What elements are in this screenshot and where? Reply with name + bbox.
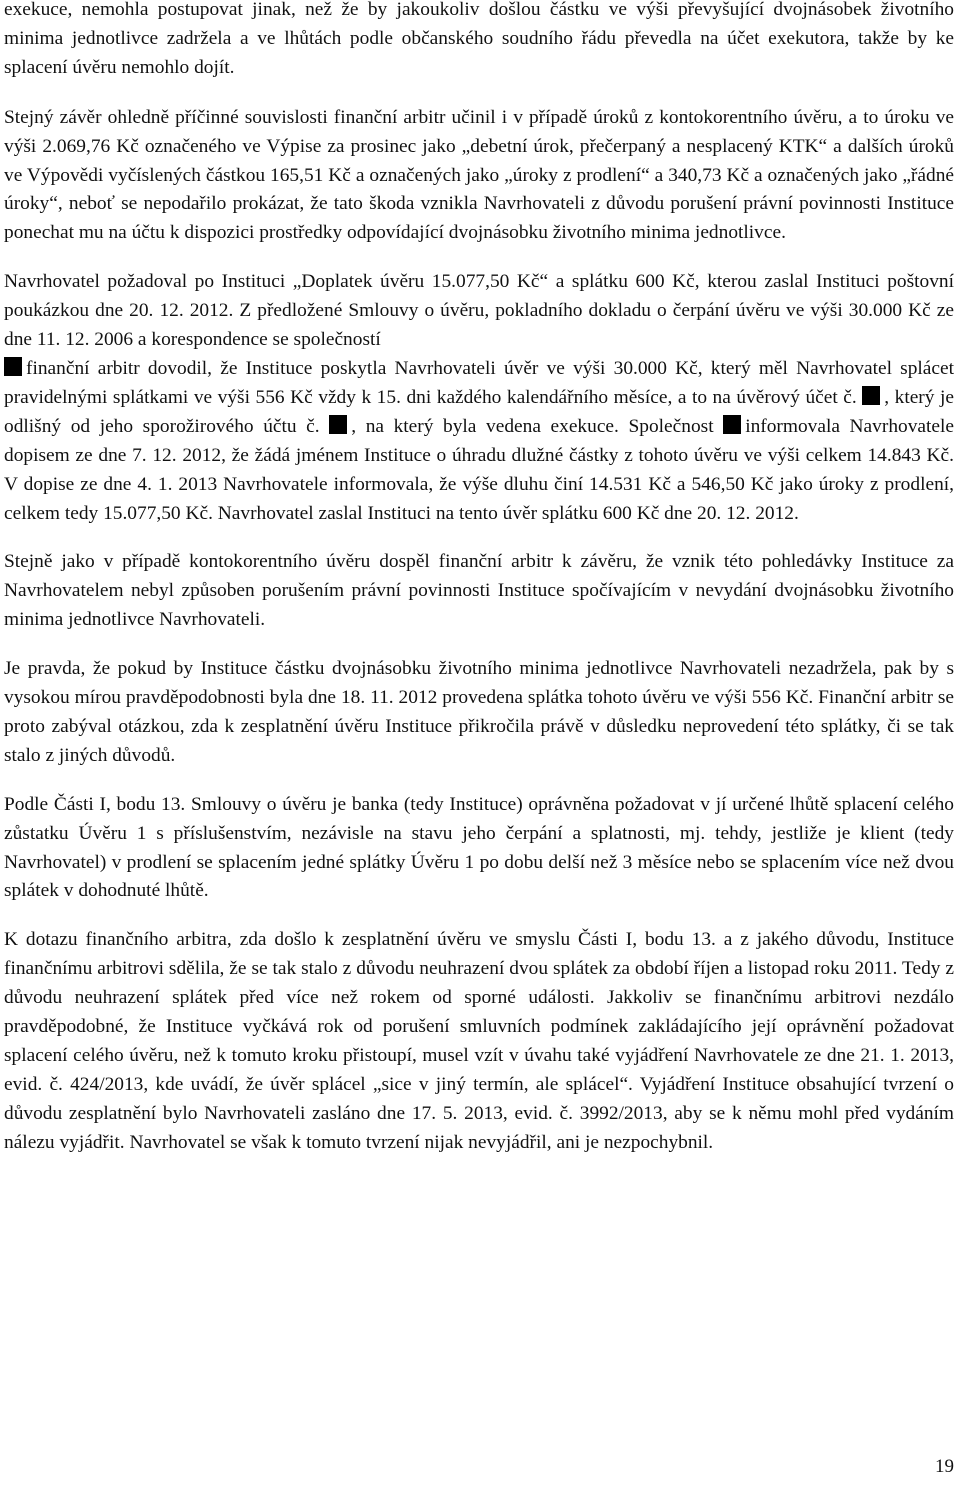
- document-page: [4, 0, 954, 1158]
- paragraph-text-segment: Navrhovatel požadoval po Instituci „Doplatek úvěru 15.077,50 Kč“ a splátku 600 Kč, kterou zaslal Instituci poštovní poukázkou dne 20. 12. 2012. Z předložené Smlouvy o úvěru, pokladního dokladu o čerpání úvěru ve výši 30.000 Kč ze dne 11. 12. 2006 a korespondence se společností: [4, 271, 954, 351]
- paragraph-dotaz-arbitra: K dotazu finančního arbitra, zda došlo k zesplatnění úvěru ve smyslu Části I, bodu 13. a z jakého důvodu, Instituce finančnímu arbitrovi sdělila, že se tak stalo z důvodu neuhrazení dvou splátek za období říjen a listopad roku 2011. Tedy z důvodu neuhrazení splátek před více než rokem od sporné události. Jakkoliv se finančnímu arbitrovi nezdálo pravděpodobné, že Instituce vyčkává rok od porušení smluvních podmínek zakládajícího její oprávnění požadovat splacení celého úvěru, než k tomuto kroku přistoupí, musel vzít v úvahu také vyjádření Navrhovatele ze dne 21. 1. 2013, evid. č. 424/2013, kde uvádí, že úvěr splácel „sice v jiný termín, ale splácel“. Vyjádření Instituce obsahující tvrzení o důvodu zesplatnění bylo Navrhovateli zasláno dne 17. 5. 2013, evid. č. 3992/2013, aby se k němu mohl před vydáním nálezu vyjádřit. Navrhovatel se však k tomuto tvrzení nijak nevyjádřil, ani je nezpochybnil.: [4, 929, 954, 1153]
- page-number: 19: [935, 1456, 954, 1477]
- paragraph-kontokorent-uroky: Stejný závěr ohledně příčinné souvislosti finanční arbitr učinil i v případě úroků z kontokorentního úvěru, a to úroku ve výši 2.069,76 Kč označeného ve Výpise za prosinec jako „debetní úrok, přečerpaný a nesplacený KTK“ a dalších úroků ve Výpovědi vyčíslených částkou 165,51 Kč a označených jako „úroky z prodlení“ a 340,73 Kč a označených jako „řádné úroky“, neboť se nepodařilo prokázat, že tato škoda vznikla Navrhovateli z důvodu porušení právní povinnosti Instituce ponechat mu na účtu k dispozici prostředky odpovídající dvojnásobku životního minima jednotlivce.: [4, 106, 954, 244]
- paragraph-text-segment: , na který byla vedena exekuce. Společnost: [351, 415, 714, 437]
- paragraph-text-segment: , který je odlišný od jeho sporožirového účtu č.: [4, 386, 954, 437]
- paragraph-splatka: Je pravda, že pokud by Instituce částku dvojnásobku životního minima jednotlivce Navrhovateli nezadržela, pak by s vysokou mírou pravděpodobnosti byla dne 18. 11. 2012 provedena splátka tohoto úvěru ve výši 556 Kč. Finanční arbitr se proto zabýval otázkou, zda k zesplatnění úvěru Instituce přikročila právě v důsledku neprovedení této splátky, či se tak stalo z jiných důvodů.: [4, 658, 954, 766]
- paragraph-exekuce: exekuce, nemohla postupovat jinak, než že by jakoukoliv došlou částku ve výši převyšující dvojnásobek životního minima jednotlivce zadržela a ve lhůtách podle občanského soudního řádu převedla na účet exekutora, takže by ke splacení úvěru nemohlo dojít.: [4, 0, 954, 78]
- paragraph-text-segment: informovala Navrhovatele dopisem ze dne 7. 12. 2012, že žádá jménem Instituce o úhradu dlužné částky z tohoto úvěru ve výši celkem 14.843 Kč. V dopise ze dne 4. 1. 2013 Navrhovatele informovala, že výše dluhu činí 14.531 Kč a 546,50 Kč jako úroky z prodlení, celkem tedy 15.077,50 Kč. Navrhovatel zaslal Instituci na tento úvěr splátku 600 Kč dne 20. 12. 2012.: [4, 415, 954, 524]
- paragraph-smlouva-bod-13: Podle Části I, bodu 13. Smlouvy o úvěru je banka (tedy Instituce) oprávněna požadovat v jí určené lhůtě splacení celého zůstatku Úvěru 1 s příslušenstvím, nezávisle na stavu jeho čerpání a splatnosti, mj. tehdy, jestliže je klient (tedy Navrhovatel) v prodlení se splacením jedné splátky Úvěru 1 po dobu delší než 3 měsíce nebo se splacením více než dvou splátek v dohodnuté lhůtě.: [4, 793, 954, 902]
- redaction-block: [862, 386, 880, 405]
- paragraph-text-segment: finanční arbitr dovodil, že Instituce poskytla Navrhovateli úvěr ve výši 30.000 Kč, který měl Navrhovatel splácet pravidelnými splátkami ve výši 556 Kč vždy k 15. dni každého kalendářního měsíce, a to na úvěrový účet č.: [4, 357, 954, 408]
- paragraph-zaver-kontokorent: Stejně jako v případě kontokorentního úvěru dospěl finanční arbitr k závěru, že vznik této pohledávky Instituce za Navrhovatelem nebyl způsoben porušením právní povinnosti Instituce spočívajícím v nevydání dvojnásobku životního minima jednotlivce Navrhovateli.: [4, 551, 954, 631]
- paragraph-doplatek-uveru: [4, 268, 954, 528]
- redaction-block: [329, 415, 347, 434]
- redaction-block: [4, 357, 22, 376]
- redaction-block: [723, 415, 741, 434]
